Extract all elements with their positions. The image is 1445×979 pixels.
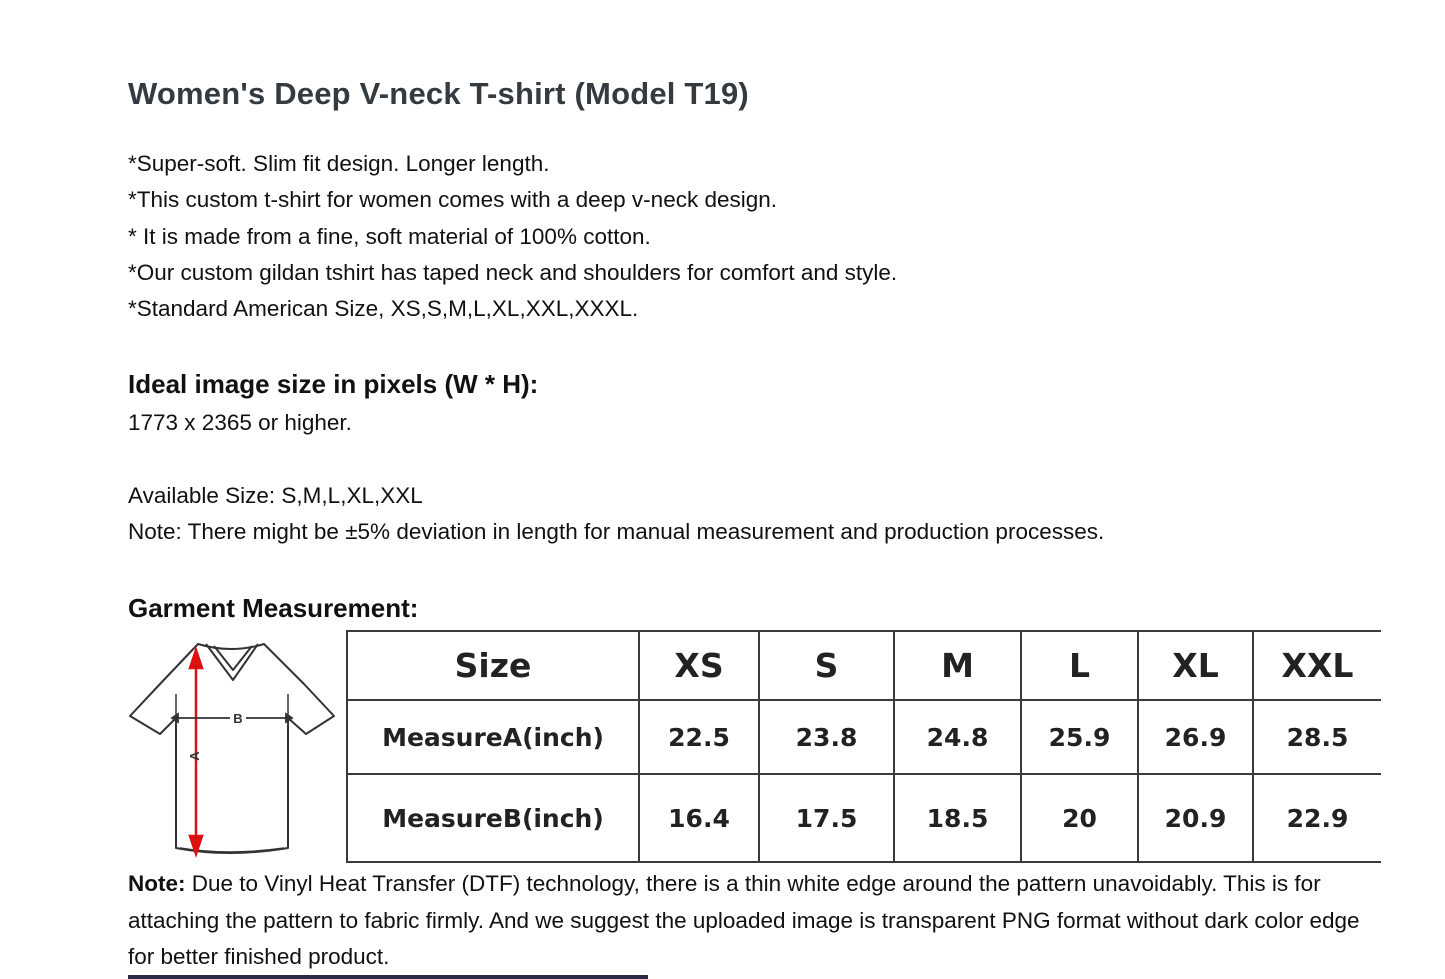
tshirt-diagram (128, 636, 338, 862)
measurement-table (346, 630, 1381, 863)
size-m: M (894, 631, 1021, 700)
size-xs: XS (639, 631, 759, 700)
table-cell: 23.8 (759, 700, 894, 774)
table-cell: 20 (1021, 774, 1138, 862)
feature-item: *Super-soft. Slim fit design. Longer length. (128, 151, 550, 176)
measure-b-row-label: MeasureB(inch) (347, 774, 639, 862)
dtf-note (128, 866, 1388, 976)
table-cell: 18.5 (894, 774, 1021, 862)
table-cell: 24.8 (894, 700, 1021, 774)
measure-a-label: A (187, 751, 202, 761)
image-size-value: 1773 x 2365 or higher. (128, 410, 352, 435)
measure-a-row-label: MeasureA(inch) (347, 700, 639, 774)
image-size-heading: Ideal image size in pixels (W * H): (128, 369, 539, 399)
size-header: Size (347, 631, 639, 700)
size-l: L (1021, 631, 1138, 700)
table-cell: 22.9 (1253, 774, 1381, 862)
note-label: Note: (128, 871, 186, 896)
note-text: Due to Vinyl Heat Transfer (DTF) technology, there is a thin white edge around the pattern unavoidably. This is for attaching the pattern to fabric firmly. And we suggest the uploaded image is transparent PNG format without dark color edge for better finished product. (128, 871, 1360, 969)
feature-item: * It is made from a fine, soft material of 100% cotton. (128, 223, 651, 249)
table-cell: 20.9 (1138, 774, 1253, 862)
tshirt-sleeve-seam (176, 694, 288, 718)
feature-list (128, 146, 897, 327)
bottom-image-edge (128, 975, 648, 979)
garment-measurement-heading: Garment Measurement: (128, 593, 419, 623)
available-size: Available Size: S,M,L,XL,XXL (128, 483, 423, 508)
table-cell: 28.5 (1253, 700, 1381, 774)
page-title: Women's Deep V-neck T-shirt (Model T19) (128, 76, 749, 111)
table-row (347, 700, 1381, 774)
table-cell: 26.9 (1138, 700, 1253, 774)
table-row (347, 774, 1381, 862)
table-cell: 16.4 (639, 774, 759, 862)
table-cell: 17.5 (759, 774, 894, 862)
size-xxl: XXL (1253, 631, 1381, 700)
table-cell: 22.5 (639, 700, 759, 774)
measure-b-label: B (233, 711, 243, 726)
tshirt-outline (130, 644, 334, 853)
feature-item: *This custom t-shirt for women comes with a deep v-neck design. (128, 187, 778, 213)
feature-item: *Standard American Size, XS,S,M,L,XL,XXL,XXXL. (128, 296, 639, 322)
measure-b-arrow (172, 714, 292, 722)
size-s: S (759, 631, 894, 700)
size-xl: XL (1138, 631, 1253, 700)
table-header-row (347, 631, 1381, 700)
table-cell: 25.9 (1021, 700, 1138, 774)
feature-item: *Our custom gildan tshirt has taped neck and shoulders for comfort and style. (128, 259, 898, 285)
deviation-note: Note: There might be ±5% deviation in length for manual measurement and production processes. (128, 519, 1105, 544)
